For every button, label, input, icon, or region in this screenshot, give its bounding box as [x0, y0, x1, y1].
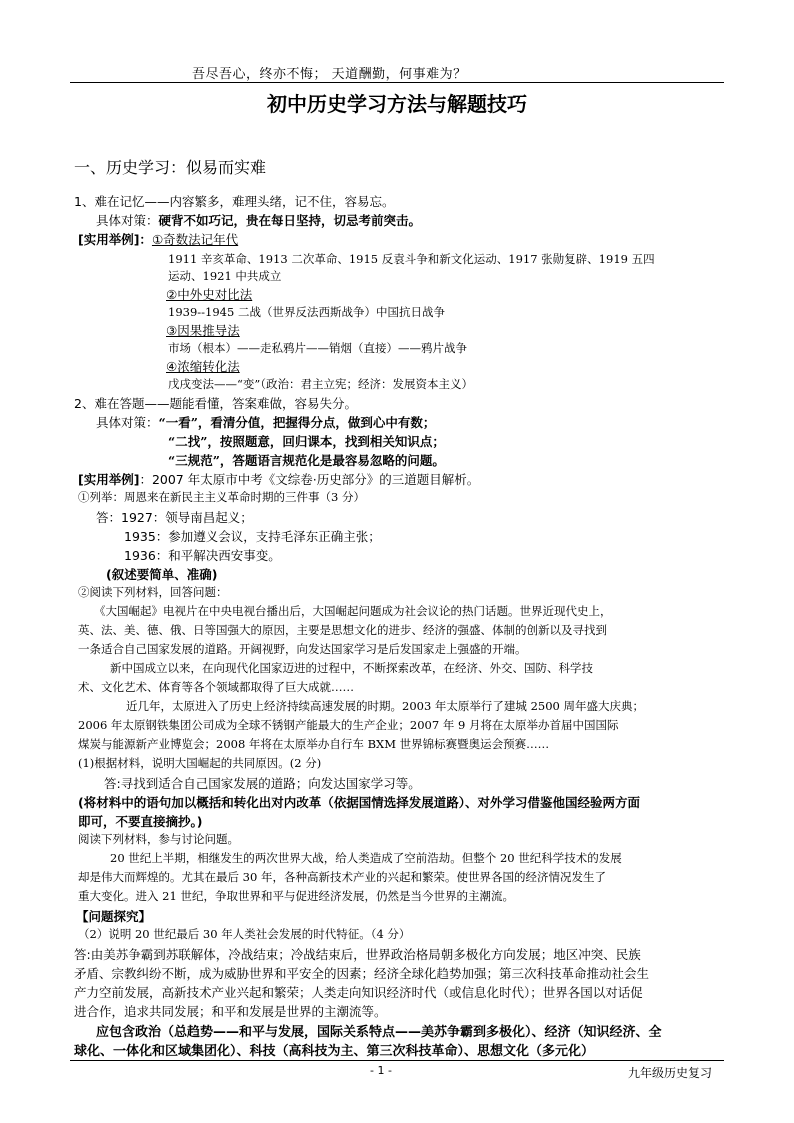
material-3-a: 近几年，太原进入了历史上经济持续高速发展的时期。2003 年太原举行了建城 2500 周年盛大庆典；: [126, 699, 644, 713]
note-3-a: 应包含政治（总趋势——和平与发展，国际关系特点——美苏争霸到多极化）、经济（知识经济、全: [96, 1025, 662, 1040]
page-number: - 1 -: [370, 1064, 392, 1077]
method-2-text: 1939--1945 二战（世界反法西斯战争）中国抗日战争: [168, 305, 445, 319]
difficulty-1-heading: 1、难在记忆——内容繁多，难理头绪，记不住，容易忘。: [74, 194, 395, 209]
method-1-text-a: 1911 辛亥革命、1913 二次革命、1915 反袁斗争和新文化运动、1917 张勋复辟、1919 五四: [168, 252, 655, 266]
measure-prefix: 具体对策：: [96, 213, 159, 228]
method-4-title: ④浓缩转化法: [166, 359, 240, 374]
explore-heading: 【问题探究】: [76, 909, 152, 924]
difficulty-2-heading: 2、难在答题——题能看懂，答案难做，容易失分。: [74, 396, 357, 411]
answer-1-a: 答：1927：领导南昌起义；: [96, 510, 253, 525]
header-rule: [70, 82, 724, 83]
page-title: 初中历史学习方法与解题技巧: [267, 92, 527, 116]
material-4-c: 重大变化。进入 21 世纪，争取世界和平与促进经济发展，仍然是当今世界的主潮流。: [78, 889, 514, 903]
question-2: ②阅读下列材料，回答问题：: [78, 585, 228, 599]
material-4-b: 却是伟大而辉煌的。尤其在最后 30 年，各种高新技术产业的兴起和繁荣。使世界各国的经济情况发生了: [78, 870, 606, 884]
example-1-line: [78, 230, 238, 248]
countermeasure-2: “二找”，按照题意，回归课本，找到相关知识点；: [168, 434, 445, 449]
question-1: ①列举：周恩来在新民主主义革命时期的三件事（3 分）: [78, 490, 365, 504]
material-2-b: 术、文化艺术、体育等各个领域都取得了巨大成就……: [78, 680, 354, 694]
material-1-a: 《大国崛起》电视片在中央电视台播出后，大国崛起问题成为社会议论的热门话题。世界近现代史上，: [94, 604, 612, 618]
measure-2-line: [96, 413, 435, 431]
material-4-a: 20 世纪上半期，相继发生的两次世界大战，给人类造成了空前浩劫。但整个 20 世纪科学技术的发展: [110, 851, 622, 865]
method-4-text: 戊戌变法——“变”（政治：君主立宪；经济：发展资本主义）: [168, 377, 474, 391]
footer-rule: [70, 1060, 724, 1061]
method-1-title: ①奇数法记年代: [151, 232, 239, 247]
method-3-title: ③因果推导法: [166, 323, 240, 338]
method-1-text-b: 运动、1921 中共成立: [168, 269, 282, 283]
note-2-b: 即可，不要直接摘抄。): [78, 814, 203, 829]
footer-label: 九年级历史复习: [628, 1066, 713, 1080]
material-1-b: 英、法、美、德、俄、日等国强大的原因，主要是思想文化的进步、经济的强盛、体制的创新以及寻找到: [78, 623, 607, 637]
sub-question-1: (1)根据材料，说明大国崛起的共同原因。(2 分): [78, 756, 322, 770]
example-label: [实用举例]：: [78, 232, 152, 247]
note-1: (叙述要简单、准确): [106, 567, 218, 582]
material-1-c: 一条适合自己国家发展的道路。开阔视野，向发达国家学习是后发国家走上强盛的开端。: [78, 642, 527, 656]
countermeasure-3: “三规范”，答题语言规范化是最容易忽略的问题。: [168, 453, 445, 468]
note-3-b: 球化、一体化和区域集团化）、科技（高科技为主、第三次科技革命）、思想文化（多元化）: [74, 1044, 595, 1059]
example-2-line: [78, 470, 479, 488]
sub-question-2: （2）说明 20 世纪最后 30 年人类社会发展的时代特征。（4 分）: [78, 927, 411, 941]
sub-answer-2-b: 矛盾、宗教纠纷不断，成为威胁世界和平安全的因素；经济全球化趋势加强；第三次科技革命推动社会生: [74, 966, 650, 981]
sub-answer-2-a: 答:由美苏争霸到苏联解体，冷战结束；冷战结束后，世界政治格局朝多极化方向发展；地区冲突、民族: [74, 947, 641, 962]
answer-1-c: 1936：和平解决西安事变。: [124, 548, 281, 563]
measure-text: 硬背不如巧记，贵在每日坚持，切忌考前突击。: [158, 213, 422, 228]
example-2-text: ：2007 年太原市中考《文综卷·历史部分》的三道题目解析。: [139, 472, 480, 487]
material-3-c: 煤炭与能源新产业博览会；2008 年将在太原举办自行车 BXM 世界锦标赛暨奥运会预赛……: [78, 737, 550, 751]
answer-1-b: 1935：参加遵义会议，支持毛泽东正确主张；: [124, 529, 381, 544]
sub-answer-1: 答:寻找到适合自己国家发展的道路；向发达国家学习等。: [104, 776, 421, 791]
measure-line: [96, 211, 421, 229]
section-heading: 一、历史学习：似易而实难: [74, 158, 267, 177]
header-motto: 吾尽吾心，终亦不悔； 天道酬勤，何事难为？: [192, 67, 467, 82]
sub-answer-2-d: 进合作，追求共同发展；和平和发展是世界的主潮流等。: [74, 1004, 387, 1019]
sub-answer-2-c: 产力空前发展，高新技术产业兴起和繁荣；人类走向知识经济时代（或信息化时代）；世界各国以对话促: [74, 985, 643, 1000]
measure-2-prefix: 具体对策：: [96, 415, 159, 430]
countermeasure-1: “一看”，看清分值，把握得分点，做到心中有数；: [158, 415, 436, 430]
method-3-text: 市场（根本）——走私鸦片——销烟（直接）——鸦片战争: [168, 341, 467, 355]
method-2-title: ②中外史对比法: [166, 287, 253, 302]
example-2-label: [实用举例]: [78, 472, 140, 487]
question-3: 阅读下列材料，参与讨论问题。: [78, 832, 239, 846]
material-3-b: 2006 年太原钢铁集团公司成为全球不锈钢产能最大的生产企业；2007 年 9 月将在太原举办首届中国国际: [78, 718, 619, 732]
note-2-a: (将材料中的语句加以概括和转化出对内改革（依据国情选择发展道路）、对外学习借鉴他国经验两方面: [78, 795, 640, 810]
material-2-a: 新中国成立以来，在向现代化国家迈进的过程中，不断探索改革，在经济、外交、国防、科学技: [110, 661, 593, 675]
